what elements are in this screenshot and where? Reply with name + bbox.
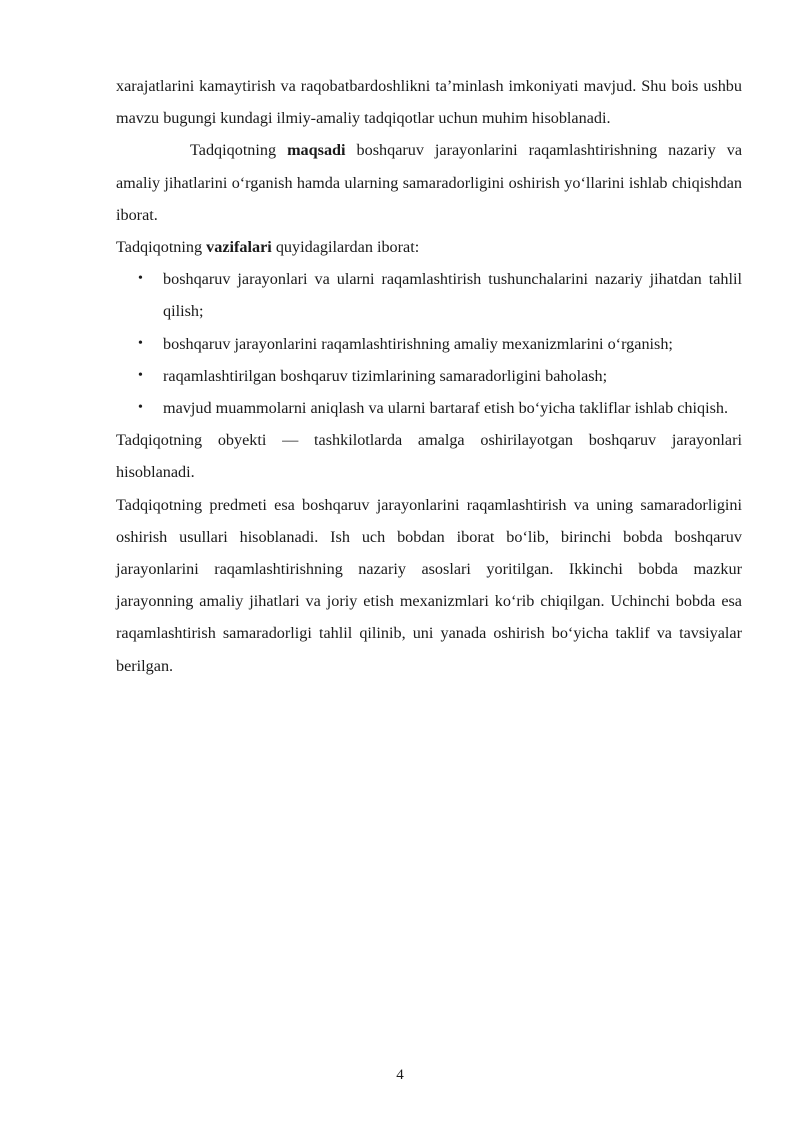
list-item-text: raqamlashtirilgan boshqaruv tizimlarining samaradorligini baholash; bbox=[163, 366, 608, 385]
list-item bbox=[116, 263, 742, 327]
tasks-term: vazifalari bbox=[206, 238, 272, 257]
list-item-text: boshqaruv jarayonlari va ularni raqamlashtirish tushunchalarini nazariy jihatdan tahlil qilish; bbox=[163, 270, 742, 321]
tasks-text: quyidagilardan iborat: bbox=[271, 238, 420, 257]
subject-paragraph: Tadqiqotning predmeti esa boshqaruv jarayonlarini raqamlashtirish va uning samaradorligini oshirish usullari hisoblanadi. Ish uch bobdan iborat bo‘lib, birinchi bobda boshqaruv jarayonlarini raqamlashtirishning nazariy asoslari yoritilgan. Ikkinchi bobda mazkur jarayonning amaliy jihatlari va joriy etish mexanizmlari ko‘rib chiqilgan. Uchinchi bobda esa raqamlashtirish samaradorligi tahlil qilinib, uni yanada oshirish bo‘yicha taklif va tavsiyalar berilgan. bbox=[116, 495, 742, 675]
bullet-icon: • bbox=[138, 271, 143, 287]
goal-paragraph bbox=[116, 134, 742, 231]
bullet-icon: • bbox=[138, 400, 143, 416]
intro-paragraph-end: xarajatlarini kamaytirish va raqobatbardoshlikni ta’minlash imkoniyati mavjud. Shu bois ushbu mavzu bugungi kundagi ilmiy-amaliy tadqiqotlar uchun muhim hisoblanadi. bbox=[116, 77, 742, 128]
list-item bbox=[116, 392, 742, 424]
list-item bbox=[116, 360, 742, 392]
document-body bbox=[116, 70, 742, 682]
list-item bbox=[116, 328, 742, 360]
tasks-lead: Tadqiqotning bbox=[116, 238, 207, 257]
goal-term: maqsadi bbox=[287, 141, 346, 160]
tasks-list bbox=[116, 263, 742, 424]
goal-text: boshqaruv jarayonlarini raqamlashtirishning nazariy va amaliy jihatlarini o‘rganish hamda ularning samaradorligini oshirish yo‘llarini ishlab chiqishdan iborat. bbox=[116, 141, 742, 224]
object-paragraph: Tadqiqotning obyekti — tashkilotlarda amalga oshirilayotgan boshqaruv jarayonlari hisoblanadi. bbox=[116, 431, 742, 482]
goal-lead: Tadqiqotning bbox=[190, 141, 288, 160]
page-number: 4 bbox=[396, 1067, 404, 1083]
bullet-icon: • bbox=[138, 367, 143, 383]
bullet-icon: • bbox=[138, 335, 143, 351]
tasks-heading bbox=[116, 231, 742, 263]
list-item-text: mavjud muammolarni aniqlash va ularni bartaraf etish bo‘yicha takliflar ishlab chiqish. bbox=[163, 399, 729, 418]
list-item-text: boshqaruv jarayonlarini raqamlashtirishning amaliy mexanizmlarini o‘rganish; bbox=[163, 334, 673, 353]
